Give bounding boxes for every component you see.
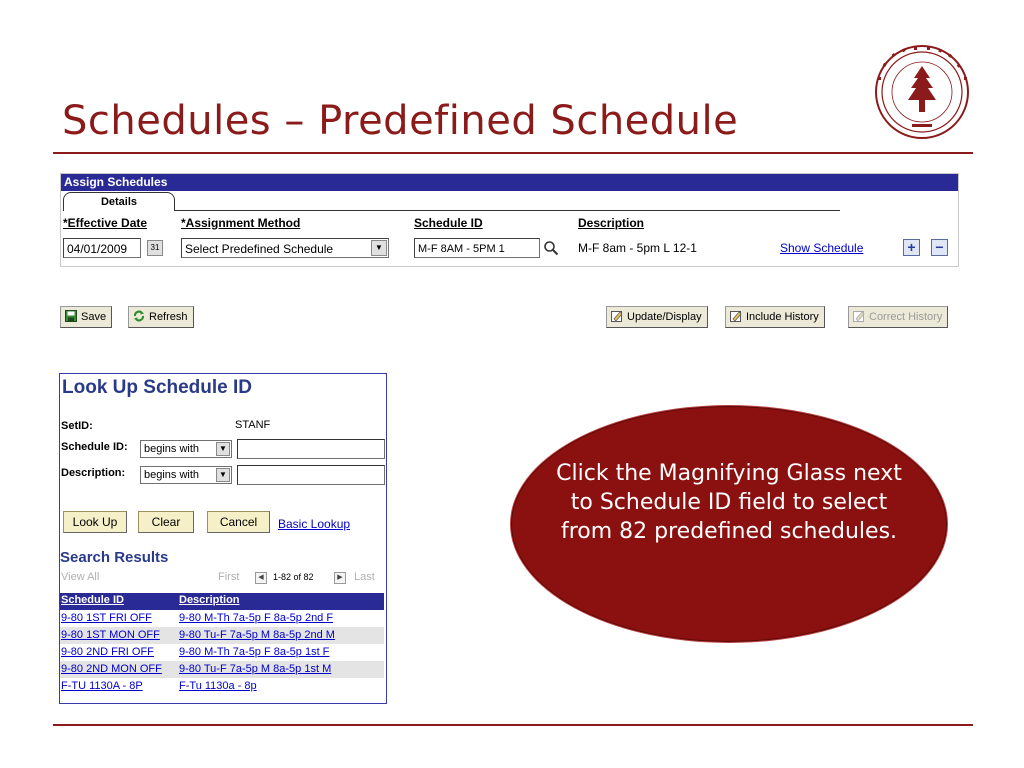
result-description[interactable]: 9-80 M-Th 7a-5p F 8a-5p 2nd F — [179, 612, 334, 624]
result-schedule-id[interactable]: 9-80 2ND FRI OFF — [61, 646, 154, 658]
result-schedule-id[interactable]: F-TU 1130A - 8P — [61, 680, 143, 692]
last-link[interactable]: Last — [354, 571, 375, 583]
result-description[interactable]: F-Tu 1130a - 8p — [179, 680, 257, 692]
schedule-id-header[interactable]: Schedule ID — [414, 216, 483, 230]
refresh-label: Refresh — [149, 311, 188, 323]
schedule-id-operator-value: begins with — [144, 443, 200, 455]
assign-schedules-panel — [60, 173, 959, 267]
result-schedule-id[interactable]: 9-80 1ST FRI OFF — [61, 612, 152, 624]
tab-underline — [175, 210, 840, 211]
chevron-down-icon[interactable]: ▼ — [216, 442, 230, 456]
show-schedule-link[interactable]: Show Schedule — [780, 241, 864, 255]
results-header-row — [60, 593, 384, 610]
cancel-button[interactable]: Cancel — [207, 511, 270, 533]
update-display-button[interactable] — [606, 306, 708, 328]
bottom-divider — [53, 724, 973, 726]
schedule-id-label: Schedule ID: — [61, 441, 128, 453]
chevron-down-icon[interactable]: ▼ — [216, 468, 230, 482]
description-operator-value: begins with — [144, 469, 200, 481]
tab-details[interactable]: Details — [63, 192, 175, 211]
instruction-callout — [511, 406, 947, 642]
look-up-button[interactable]: Look Up — [63, 511, 127, 533]
clear-button[interactable]: Clear — [138, 511, 194, 533]
next-arrow-icon[interactable]: ▶ — [334, 572, 346, 584]
result-description[interactable]: 9-80 Tu-F 7a-5p M 8a-5p 1st M — [179, 663, 332, 675]
schedule-id-search-input[interactable] — [237, 439, 385, 459]
top-divider — [53, 152, 973, 154]
include-history-label: Include History — [746, 311, 819, 323]
result-description[interactable]: 9-80 Tu-F 7a-5p M 8a-5p 2nd M — [179, 629, 335, 641]
correct-history-button[interactable] — [848, 306, 948, 328]
description-operator-select[interactable] — [140, 466, 232, 484]
magnifying-glass-icon[interactable] — [543, 240, 559, 256]
description-header[interactable]: Description — [578, 216, 645, 230]
setid-value: STANF — [235, 419, 271, 431]
refresh-icon — [133, 310, 145, 322]
pencil-page-icon — [853, 310, 865, 322]
lookup-schedule-panel — [59, 373, 387, 704]
save-icon — [65, 310, 77, 322]
calendar-icon[interactable]: 31 — [147, 240, 163, 256]
result-schedule-id[interactable]: 9-80 2ND MON OFF — [61, 663, 162, 675]
result-schedule-id[interactable]: 9-80 1ST MON OFF — [61, 629, 160, 641]
assignment-method-value: Select Predefined Schedule — [185, 242, 334, 256]
pencil-page-icon — [730, 310, 742, 322]
first-link[interactable]: First — [218, 571, 240, 583]
table-row[interactable] — [60, 627, 384, 644]
assignment-method-header[interactable]: *Assignment Method — [181, 216, 301, 230]
table-row[interactable] — [60, 610, 384, 627]
lookup-title: Look Up Schedule ID — [62, 377, 253, 398]
assignment-method-select[interactable] — [181, 238, 389, 258]
results-range: 1-82 of 82 — [273, 572, 314, 582]
assign-schedules-header: Assign Schedules — [61, 174, 958, 191]
previous-arrow-icon[interactable]: ◀ — [255, 572, 267, 584]
slide-title: Schedules – Predefined Schedule — [62, 98, 739, 144]
pencil-page-icon — [611, 310, 623, 322]
table-row[interactable] — [60, 661, 384, 678]
table-row[interactable] — [60, 644, 384, 661]
view-all-link[interactable]: View All — [61, 571, 100, 583]
include-history-button[interactable] — [725, 306, 825, 328]
correct-history-label: Correct History — [869, 311, 943, 323]
description-label: Description: — [61, 467, 126, 479]
schedule-id-field[interactable]: M-F 8AM - 5PM 1 — [414, 238, 540, 258]
result-description[interactable]: 9-80 M-Th 7a-5p F 8a-5p 1st F — [179, 646, 330, 658]
setid-label: SetID: — [61, 420, 93, 432]
add-row-button[interactable]: + — [903, 239, 920, 256]
results-col-description[interactable]: Description — [179, 594, 240, 606]
effective-date-header[interactable]: *Effective Date — [63, 216, 148, 230]
refresh-button[interactable] — [128, 306, 194, 328]
chevron-down-icon[interactable]: ▼ — [371, 240, 387, 256]
effective-date-field[interactable]: 04/01/2009 — [63, 238, 141, 258]
schedule-description-value: M-F 8am - 5pm L 12-1 — [578, 241, 697, 255]
description-search-input[interactable] — [237, 465, 385, 485]
callout-text: Click the Magnifying Glass next to Schedule ID field to select from 82 predefined schedules. — [556, 461, 902, 544]
search-results-title: Search Results — [60, 549, 169, 566]
update-display-label: Update/Display — [627, 311, 702, 323]
university-seal-logo — [872, 44, 972, 140]
save-button[interactable] — [60, 306, 112, 328]
table-row[interactable] — [60, 678, 384, 695]
results-col-schedule-id[interactable]: Schedule ID — [61, 594, 124, 606]
save-label: Save — [81, 311, 107, 323]
delete-row-button[interactable]: − — [931, 239, 948, 256]
schedule-id-operator-select[interactable] — [140, 440, 232, 458]
basic-lookup-link[interactable]: Basic Lookup — [278, 517, 351, 531]
